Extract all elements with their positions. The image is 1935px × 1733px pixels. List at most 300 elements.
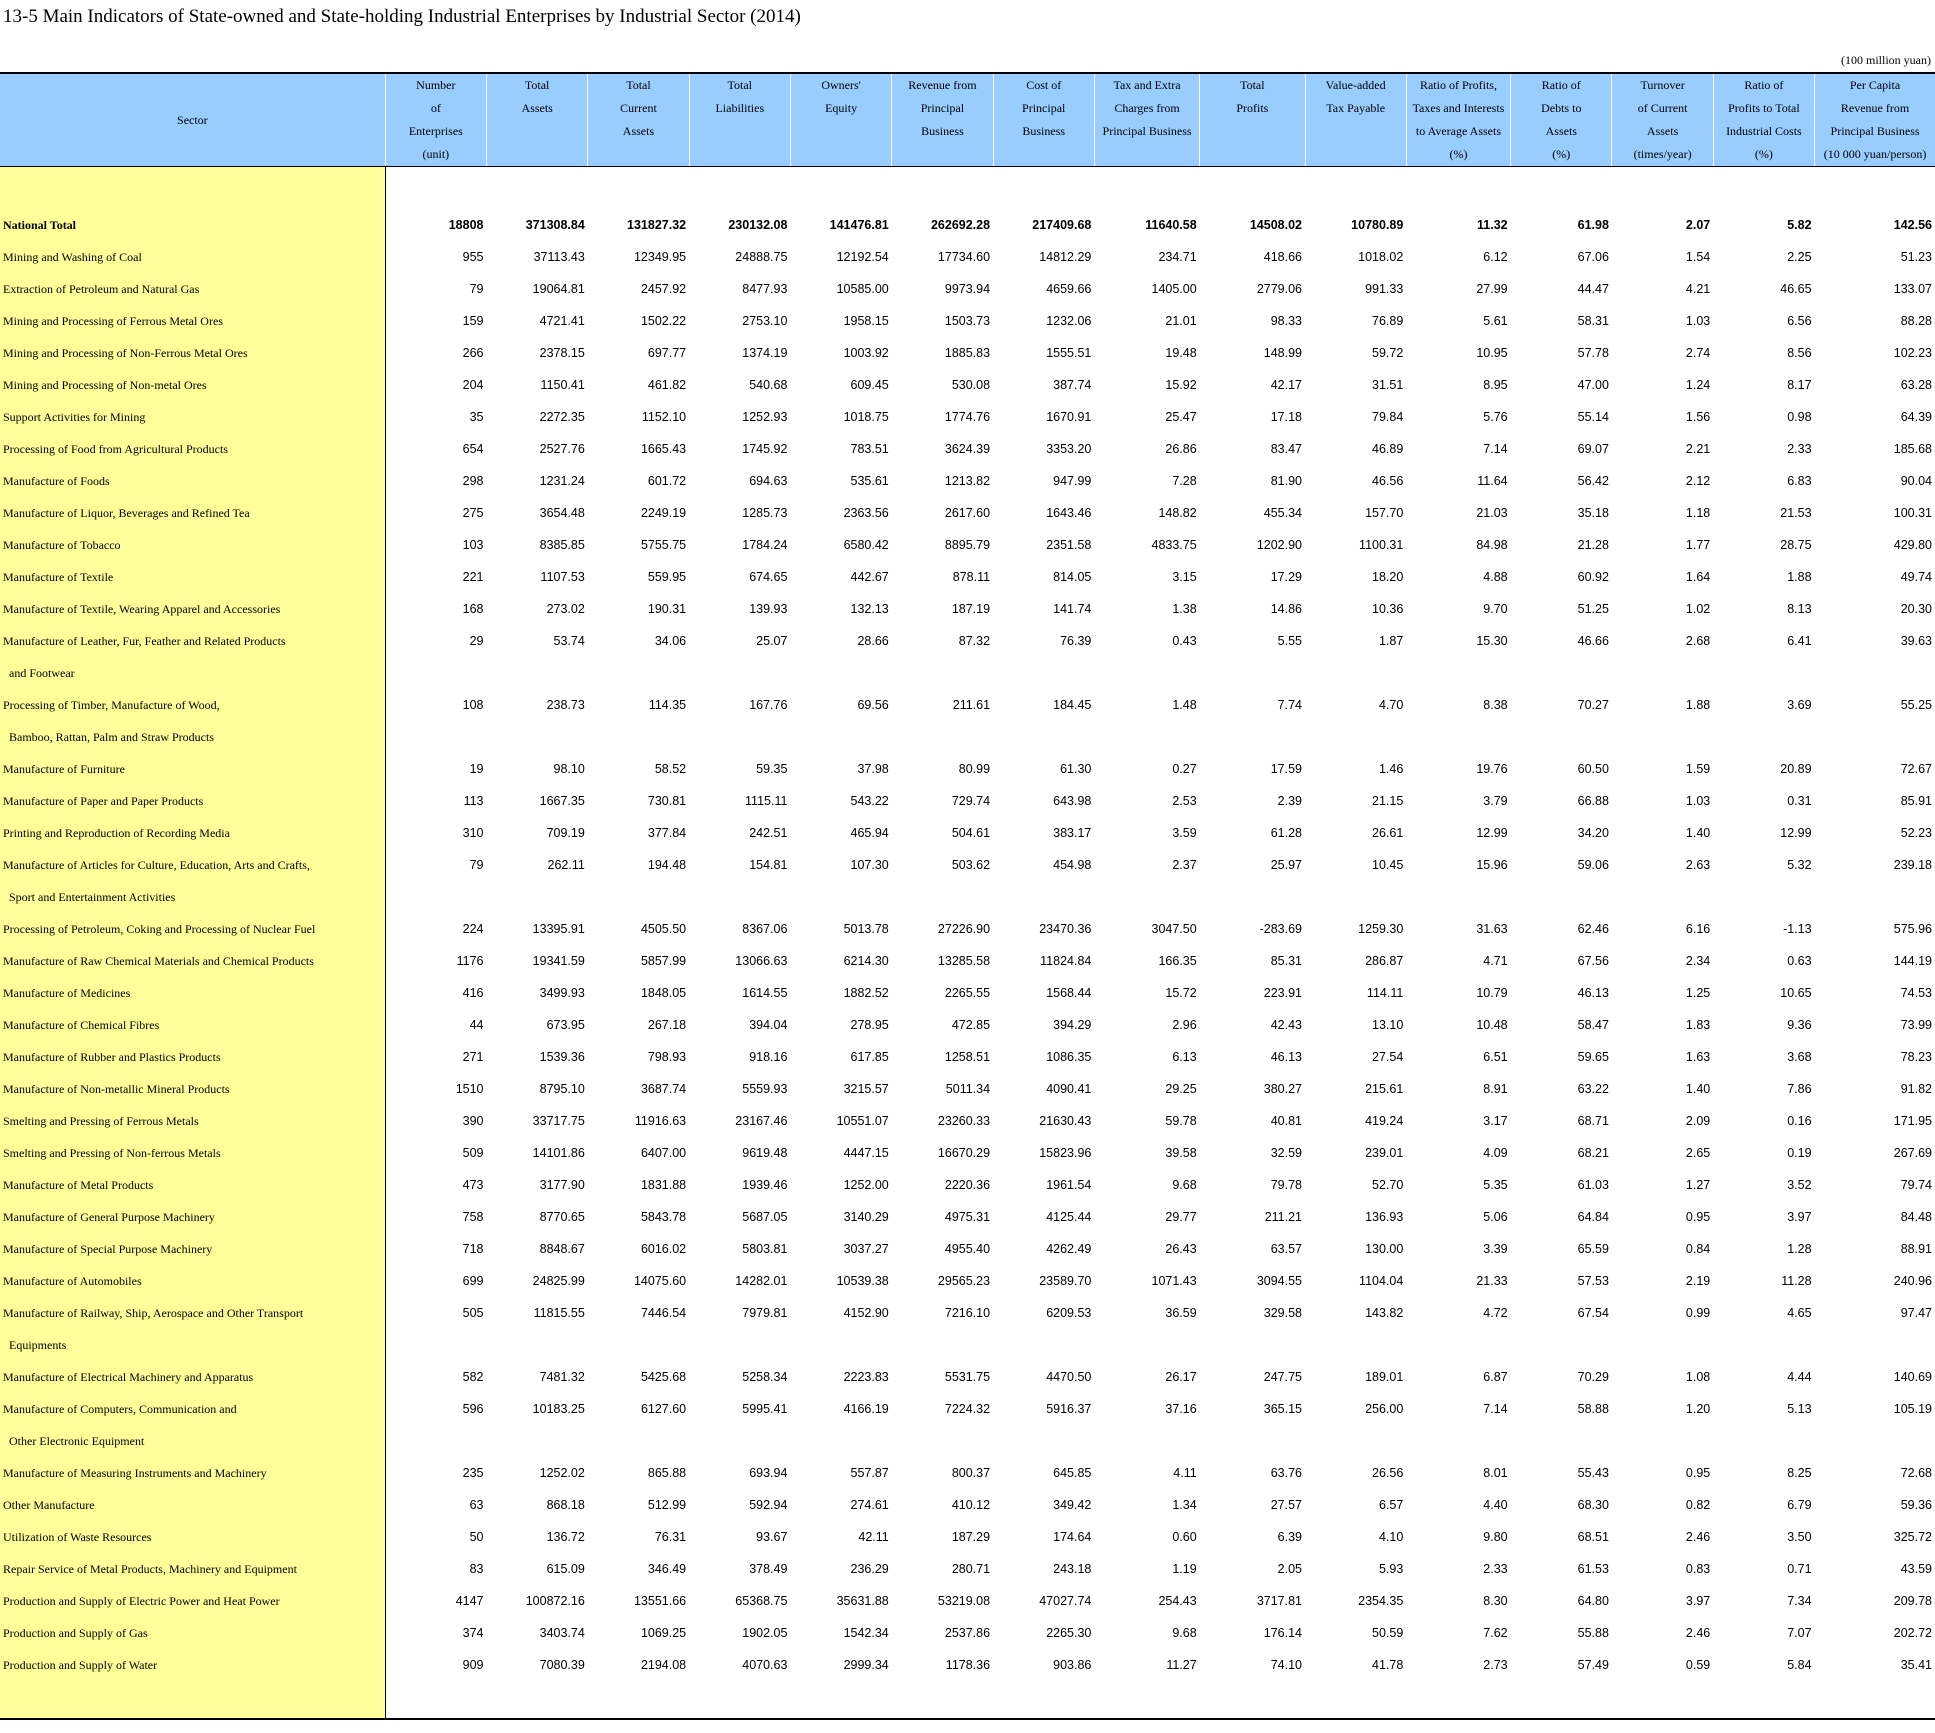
value-cell: 0.95: [1685, 1466, 1711, 1480]
value-cell: 643.98: [1053, 794, 1092, 808]
column-header-line: (%): [1449, 147, 1468, 161]
value-cell: 262692.28: [930, 218, 991, 232]
value-cell: 5.76: [1483, 410, 1508, 424]
value-cell: 7.62: [1483, 1626, 1508, 1640]
column-header: [1200, 73, 1305, 167]
column-header-line: Charges from: [1114, 101, 1180, 115]
value-cell: [1815, 1329, 1935, 1361]
value-cell: 1.08: [1685, 1370, 1711, 1384]
value-cell: 40.81: [1270, 1114, 1302, 1128]
value-cell: 10.95: [1476, 346, 1508, 360]
value-cell: 267.18: [647, 1018, 687, 1032]
value-cell: 29.25: [1165, 1082, 1197, 1096]
sector-name: Manufacture of Liquor, Beverages and Refined Tea: [0, 497, 385, 529]
value-cell: 1.18: [1685, 506, 1711, 520]
value-cell: 1774.76: [944, 410, 991, 424]
value-cell: 44: [469, 1018, 484, 1032]
value-cell: 4447.15: [843, 1146, 889, 1160]
table-row: [0, 497, 1935, 529]
value-cell: 26.17: [1165, 1370, 1197, 1384]
sector-name: Utilization of Waste Resources: [0, 1521, 385, 1553]
value-cell: 3717.81: [1256, 1594, 1302, 1608]
value-cell: 2537.86: [944, 1626, 991, 1640]
value-cell: 98.10: [553, 762, 585, 776]
value-cell: 2.07: [1685, 218, 1711, 232]
sector-name: Printing and Reproduction of Recording Media: [0, 817, 385, 849]
value-cell: 26.61: [1372, 826, 1404, 840]
column-header-line: Taxes and Interests: [1412, 101, 1505, 115]
value-cell: 100.31: [1893, 506, 1932, 520]
value-cell: 5916.37: [1046, 1402, 1092, 1416]
value-cell: 91.82: [1900, 1082, 1932, 1096]
value-cell: [1200, 1329, 1305, 1361]
column-header-line: Enterprises: [408, 124, 463, 138]
value-cell: 1961.54: [1046, 1178, 1092, 1192]
column-header-line: Debts to: [1541, 101, 1582, 115]
value-cell: [892, 657, 993, 689]
value-cell: [689, 1329, 790, 1361]
value-cell: [689, 721, 790, 753]
sector-name: Processing of Petroleum, Coking and Processing of Nuclear Fuel: [0, 913, 385, 945]
value-cell: [588, 1329, 689, 1361]
value-cell: 98.33: [1270, 314, 1302, 328]
value-cell: 84.48: [1900, 1210, 1932, 1224]
value-cell: 62.46: [1577, 922, 1609, 936]
value-cell: 654: [462, 442, 484, 456]
value-cell: [1511, 1329, 1612, 1361]
value-cell: 2265.30: [1046, 1626, 1092, 1640]
table-row: [0, 305, 1935, 337]
value-cell: 3.69: [1787, 698, 1812, 712]
value-cell: [790, 881, 891, 913]
value-cell: [1305, 721, 1406, 753]
value-cell: 52.23: [1900, 826, 1932, 840]
value-cell: 166.35: [1158, 954, 1197, 968]
value-cell: 1.28: [1787, 1242, 1812, 1256]
value-cell: 140.69: [1893, 1370, 1932, 1384]
value-cell: 60.92: [1577, 570, 1609, 584]
value-cell: [588, 881, 689, 913]
value-cell: 1176: [456, 954, 484, 968]
value-cell: 12349.95: [633, 250, 687, 264]
value-cell: 239.01: [1365, 1146, 1404, 1160]
value-cell: 0.60: [1172, 1530, 1197, 1544]
value-cell: 10780.89: [1351, 218, 1404, 232]
value-cell: 2527.76: [539, 442, 585, 456]
table-row: [0, 1329, 1935, 1361]
value-cell: 2.74: [1685, 346, 1711, 360]
value-cell: 56.42: [1577, 474, 1609, 488]
value-cell: 70.27: [1577, 698, 1609, 712]
table-row: [0, 1105, 1935, 1137]
value-cell: 21.03: [1476, 506, 1508, 520]
value-cell: 8.01: [1483, 1466, 1508, 1480]
value-cell: 8367.06: [742, 922, 788, 936]
value-cell: 24888.75: [735, 250, 788, 264]
value-cell: [1094, 721, 1199, 753]
empty-cell: [1511, 1681, 1612, 1719]
value-cell: 61.28: [1270, 826, 1302, 840]
value-cell: 1.77: [1685, 538, 1711, 552]
sector-name: Manufacture of Leather, Fur, Feather and Related Products: [0, 625, 385, 657]
table-row: [0, 1553, 1935, 1585]
value-cell: 6.56: [1787, 314, 1812, 328]
value-cell: 1510: [455, 1082, 484, 1096]
sector-name: Production and Supply of Electric Power and Heat Power: [0, 1585, 385, 1617]
table-row: [0, 1617, 1935, 1649]
value-cell: 2.53: [1172, 794, 1197, 808]
value-cell: [892, 881, 993, 913]
value-cell: 2.21: [1685, 442, 1711, 456]
value-cell: 601.72: [647, 474, 687, 488]
value-cell: 224: [462, 922, 484, 936]
value-cell: [1406, 1329, 1510, 1361]
value-cell: 1104.04: [1359, 1274, 1404, 1288]
value-cell: 1902.05: [742, 1626, 788, 1640]
value-cell: 6.13: [1172, 1050, 1197, 1064]
value-cell: 59.65: [1577, 1050, 1609, 1064]
value-cell: 34.20: [1577, 826, 1609, 840]
value-cell: 4090.41: [1046, 1082, 1092, 1096]
value-cell: 6016.02: [640, 1242, 687, 1256]
value-cell: 189.01: [1365, 1370, 1404, 1384]
value-cell: 1069.25: [640, 1626, 687, 1640]
column-header: [1305, 73, 1406, 167]
value-cell: 27226.90: [937, 922, 991, 936]
value-cell: 1115.11: [745, 794, 788, 808]
value-cell: 5.13: [1787, 1402, 1812, 1416]
value-cell: 461.82: [647, 378, 687, 392]
table-row: [0, 657, 1935, 689]
value-cell: 21.33: [1476, 1274, 1508, 1288]
value-cell: [790, 1425, 891, 1457]
value-cell: 0.84: [1685, 1242, 1711, 1256]
table-row: [0, 785, 1935, 817]
table-row: [0, 1393, 1935, 1425]
column-header-line: Assets: [622, 124, 655, 138]
value-cell: [1612, 1329, 1713, 1361]
value-cell: 1.19: [1172, 1562, 1197, 1576]
value-cell: 868.18: [546, 1498, 585, 1512]
value-cell: 10183.25: [532, 1402, 585, 1416]
value-cell: 1643.46: [1046, 506, 1092, 520]
value-cell: 5425.68: [640, 1370, 687, 1384]
value-cell: 211.21: [1264, 1210, 1302, 1224]
value-cell: 29: [469, 634, 484, 648]
value-cell: 5.55: [1277, 634, 1302, 648]
value-cell: 0.31: [1787, 794, 1812, 808]
value-cell: 6.41: [1787, 634, 1812, 648]
value-cell: 0.71: [1787, 1562, 1812, 1576]
value-cell: [1511, 1425, 1612, 1457]
sector-name: Support Activities for Mining: [0, 401, 385, 433]
value-cell: 81.90: [1270, 474, 1302, 488]
value-cell: 3624.39: [944, 442, 991, 456]
value-cell: [1094, 1329, 1199, 1361]
column-header: [790, 73, 891, 167]
value-cell: 67.56: [1577, 954, 1609, 968]
value-cell: 84.98: [1476, 538, 1508, 552]
value-cell: 37113.43: [533, 250, 585, 264]
sector-name: Production and Supply of Water: [0, 1649, 385, 1681]
value-cell: 1503.73: [944, 314, 991, 328]
table-row: [0, 977, 1935, 1009]
value-cell: 5.61: [1483, 314, 1508, 328]
value-cell: 540.68: [749, 378, 788, 392]
value-cell: [993, 1329, 1094, 1361]
sector-name: Smelting and Pressing of Non-ferrous Metals: [0, 1137, 385, 1169]
value-cell: 3.17: [1483, 1114, 1508, 1128]
value-cell: 19.48: [1165, 346, 1197, 360]
value-cell: 17.18: [1270, 410, 1302, 424]
value-cell: 6.12: [1483, 250, 1508, 264]
empty-cell: [1815, 1681, 1935, 1719]
value-cell: 429.80: [1893, 538, 1932, 552]
value-cell: 1258.51: [944, 1050, 991, 1064]
value-cell: 673.95: [546, 1018, 585, 1032]
value-cell: 1885.83: [944, 346, 991, 360]
value-cell: 6580.42: [843, 538, 889, 552]
value-cell: 3.52: [1787, 1178, 1812, 1192]
value-cell: 4470.50: [1046, 1370, 1092, 1384]
value-cell: 88.91: [1900, 1242, 1932, 1256]
value-cell: 10.65: [1780, 986, 1812, 1000]
sector-name: Manufacture of Metal Products: [0, 1169, 385, 1201]
value-cell: 42.17: [1270, 378, 1302, 392]
value-cell: 5.82: [1787, 218, 1812, 232]
value-cell: 7.86: [1787, 1082, 1812, 1096]
sector-name: Smelting and Pressing of Ferrous Metals: [0, 1105, 385, 1137]
value-cell: 11.32: [1477, 218, 1508, 232]
value-cell: 14508.02: [1249, 218, 1302, 232]
value-cell: 4.44: [1787, 1370, 1812, 1384]
value-cell: 5.84: [1787, 1658, 1812, 1672]
value-cell: 4975.31: [944, 1210, 991, 1224]
value-cell: 18.20: [1372, 570, 1404, 584]
value-cell: [1511, 881, 1612, 913]
sector-name: Manufacture of Medicines: [0, 977, 385, 1009]
value-cell: [487, 1425, 588, 1457]
value-cell: 1232.06: [1046, 314, 1092, 328]
value-cell: 718: [462, 1242, 484, 1256]
value-cell: 800.37: [951, 1466, 991, 1480]
value-cell: 274.61: [850, 1498, 889, 1512]
value-cell: 114.11: [1366, 986, 1404, 1000]
value-cell: 14.86: [1270, 602, 1302, 616]
value-cell: 79.78: [1270, 1178, 1302, 1192]
value-cell: 37.16: [1165, 1402, 1197, 1416]
value-cell: 28.75: [1780, 538, 1812, 552]
value-cell: 61.30: [1060, 762, 1092, 776]
value-cell: [1406, 1425, 1510, 1457]
value-cell: 4.88: [1483, 570, 1508, 584]
value-cell: 67.54: [1577, 1306, 1609, 1320]
value-cell: 1086.35: [1046, 1050, 1092, 1064]
value-cell: 31.51: [1372, 378, 1404, 392]
value-cell: 1555.51: [1046, 346, 1092, 360]
value-cell: 57.53: [1577, 1274, 1609, 1288]
table-row: [0, 913, 1935, 945]
column-header: [1612, 73, 1713, 167]
value-cell: 1.59: [1685, 762, 1711, 776]
value-cell: 8.30: [1483, 1594, 1508, 1608]
value-cell: 88.28: [1900, 314, 1932, 328]
table-row: [0, 1361, 1935, 1393]
value-cell: 503.62: [951, 858, 991, 872]
value-cell: [1612, 721, 1713, 753]
value-cell: 955: [462, 250, 484, 264]
value-cell: 5258.34: [742, 1370, 788, 1384]
value-cell: [487, 1329, 588, 1361]
column-header: [1406, 73, 1510, 167]
value-cell: [385, 721, 486, 753]
value-cell: 1502.22: [640, 314, 687, 328]
value-cell: 2.25: [1787, 250, 1812, 264]
value-cell: 1665.43: [640, 442, 687, 456]
column-header-line: Total: [524, 78, 550, 92]
empty-cell: [1713, 1681, 1814, 1719]
empty-cell: [1094, 1681, 1199, 1719]
value-cell: 1107.53: [540, 570, 585, 584]
sector-name: National Total: [0, 209, 385, 241]
value-cell: [588, 657, 689, 689]
value-cell: 105.19: [1893, 1402, 1932, 1416]
value-cell: 73.99: [1900, 1018, 1932, 1032]
value-cell: 697.77: [647, 346, 687, 360]
value-cell: 154.81: [749, 858, 788, 872]
column-header: [1815, 73, 1935, 167]
value-cell: 230132.08: [728, 218, 788, 232]
value-cell: 103: [462, 538, 484, 552]
value-cell: 79.84: [1372, 410, 1404, 424]
sector-name: Extraction of Petroleum and Natural Gas: [0, 273, 385, 305]
value-cell: 7446.54: [640, 1306, 687, 1320]
value-cell: 0.98: [1787, 410, 1812, 424]
value-cell: 16670.29: [937, 1146, 991, 1160]
value-cell: 159: [462, 314, 484, 328]
column-header-line: Sector: [177, 112, 208, 127]
value-cell: 247.75: [1263, 1370, 1302, 1384]
value-cell: 27.99: [1476, 282, 1508, 296]
value-cell: 139.93: [749, 602, 788, 616]
column-header-line: (unit): [422, 147, 450, 161]
value-cell: 20.30: [1900, 602, 1932, 616]
empty-cell: [588, 167, 689, 210]
empty-cell: [1094, 167, 1199, 210]
value-cell: 349.42: [1053, 1498, 1092, 1512]
value-cell: 59.78: [1165, 1114, 1197, 1128]
value-cell: 9.36: [1787, 1018, 1812, 1032]
table-row: [0, 1137, 1935, 1169]
sector-name: Manufacture of Furniture: [0, 753, 385, 785]
value-cell: 758: [462, 1210, 484, 1224]
value-cell: 148.82: [1158, 506, 1197, 520]
value-cell: 266: [462, 346, 484, 360]
value-cell: 51.23: [1900, 250, 1932, 264]
sector-name: Manufacture of Raw Chemical Materials and Chemical Products: [0, 945, 385, 977]
value-cell: 1.24: [1685, 378, 1711, 392]
value-cell: 2.46: [1685, 1530, 1711, 1544]
value-cell: 262.11: [547, 858, 585, 872]
value-cell: -1.13: [1783, 922, 1812, 936]
empty-cell: [1511, 167, 1612, 210]
sector-name: Manufacture of Paper and Paper Products: [0, 785, 385, 817]
value-cell: 202.72: [1893, 1626, 1932, 1640]
empty-cell: [0, 167, 385, 210]
value-cell: 15.30: [1476, 634, 1508, 648]
value-cell: 46.56: [1372, 474, 1404, 488]
value-cell: 58.88: [1577, 1402, 1609, 1416]
value-cell: 374: [462, 1626, 484, 1640]
sector-name: Processing of Timber, Manufacture of Wood,: [0, 689, 385, 721]
value-cell: 239.18: [1893, 858, 1932, 872]
value-cell: 8.17: [1787, 378, 1812, 392]
value-cell: 19: [469, 762, 484, 776]
value-cell: 1.56: [1685, 410, 1711, 424]
value-cell: 1259.30: [1358, 922, 1404, 936]
value-cell: 15.72: [1165, 986, 1197, 1000]
value-cell: 783.51: [850, 442, 889, 456]
value-cell: 729.74: [951, 794, 991, 808]
column-header-line: Equity: [825, 101, 858, 115]
table-row: [0, 241, 1935, 273]
empty-cell: [790, 167, 891, 210]
column-header-line: Cost of: [1026, 78, 1062, 92]
value-cell: 63: [469, 1498, 484, 1512]
value-cell: 68.51: [1577, 1530, 1609, 1544]
value-cell: [689, 1425, 790, 1457]
column-header-line: Turnover: [1640, 78, 1685, 92]
value-cell: 35631.88: [836, 1594, 889, 1608]
sector-name: Production and Supply of Gas: [0, 1617, 385, 1649]
value-cell: 23470.36: [1039, 922, 1092, 936]
value-cell: [1406, 657, 1510, 689]
value-cell: 1.63: [1685, 1050, 1711, 1064]
value-cell: 21.28: [1577, 538, 1609, 552]
value-cell: 1405.00: [1151, 282, 1197, 296]
empty-cell: [385, 1681, 486, 1719]
value-cell: 377.84: [647, 826, 687, 840]
value-cell: 254.43: [1158, 1594, 1197, 1608]
value-cell: 32.59: [1270, 1146, 1302, 1160]
value-cell: 12.99: [1780, 826, 1812, 840]
value-cell: 55.25: [1900, 698, 1932, 712]
value-cell: 59.35: [756, 762, 788, 776]
value-cell: 298: [462, 474, 484, 488]
empty-cell: [1200, 1681, 1305, 1719]
value-cell: 1.48: [1172, 698, 1197, 712]
table-row: [0, 753, 1935, 785]
column-header-line: of: [430, 101, 441, 115]
value-cell: 1539.36: [539, 1050, 585, 1064]
value-cell: 80.99: [958, 762, 991, 776]
value-cell: 35: [469, 410, 484, 424]
value-cell: 278.95: [850, 1018, 889, 1032]
value-cell: 454.98: [1053, 858, 1092, 872]
value-cell: 3.50: [1787, 1530, 1812, 1544]
value-cell: 3037.27: [843, 1242, 889, 1256]
value-cell: [1511, 721, 1612, 753]
value-cell: 5857.99: [640, 954, 687, 968]
value-cell: 2363.56: [843, 506, 889, 520]
value-cell: 1.87: [1378, 634, 1404, 648]
value-cell: 74.10: [1270, 1658, 1302, 1672]
value-cell: 27.54: [1372, 1050, 1404, 1064]
value-cell: 9.80: [1483, 1530, 1508, 1544]
column-header-line: Value-added: [1325, 78, 1386, 92]
value-cell: 559.95: [647, 570, 687, 584]
value-cell: [1815, 881, 1935, 913]
